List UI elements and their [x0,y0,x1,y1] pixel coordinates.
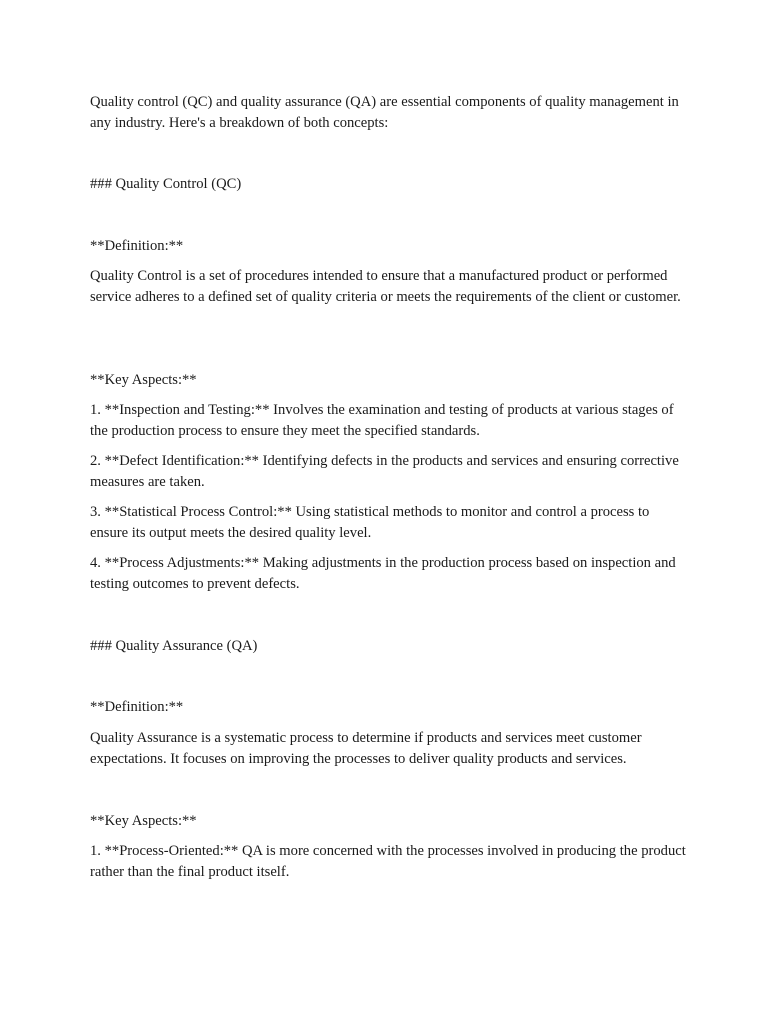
qc-key-aspects-label: **Key Aspects:** [90,372,197,388]
qc-list-item: 1. **Inspection and Testing:** Involves the examination and testing of products at various stages of the production process to ensure they meet the specified standards. [90,402,674,439]
qc-list-item: 4. **Process Adjustments:** Making adjustments in the production process based on inspection and testing outcomes to prevent defects. [90,555,676,592]
qa-heading: ### Quality Assurance (QA) [90,638,258,654]
qa-definition-text: Quality Assurance is a systematic process to determine if products and services meet customer expectations. It focuses on improving the processes to deliver quality products and services. [90,730,642,767]
qa-key-aspects-label: **Key Aspects:** [90,813,197,829]
qc-definition-text: Quality Control is a set of procedures intended to ensure that a manufactured product or performed service adheres to a defined set of quality criteria or meets the requirements of the client or customer. [90,268,681,305]
qc-definition-label: **Definition:** [90,238,184,254]
qc-list-item: 2. **Defect Identification:** Identifying defects in the products and services and ensuring corrective measures are taken. [90,453,679,490]
qc-list-item: 3. **Statistical Process Control:** Using statistical methods to monitor and control a process to ensure its output meets the desired quality level. [90,504,650,541]
qc-heading: ### Quality Control (QC) [90,176,242,192]
qa-definition-label: **Definition:** [90,699,184,715]
intro-paragraph: Quality control (QC) and quality assurance (QA) are essential components of quality management in any industry. Here's a breakdown of both concepts: [90,94,679,131]
qa-list-item: 1. **Process-Oriented:** QA is more concerned with the processes involved in producing the product rather than the final product itself. [90,843,686,880]
